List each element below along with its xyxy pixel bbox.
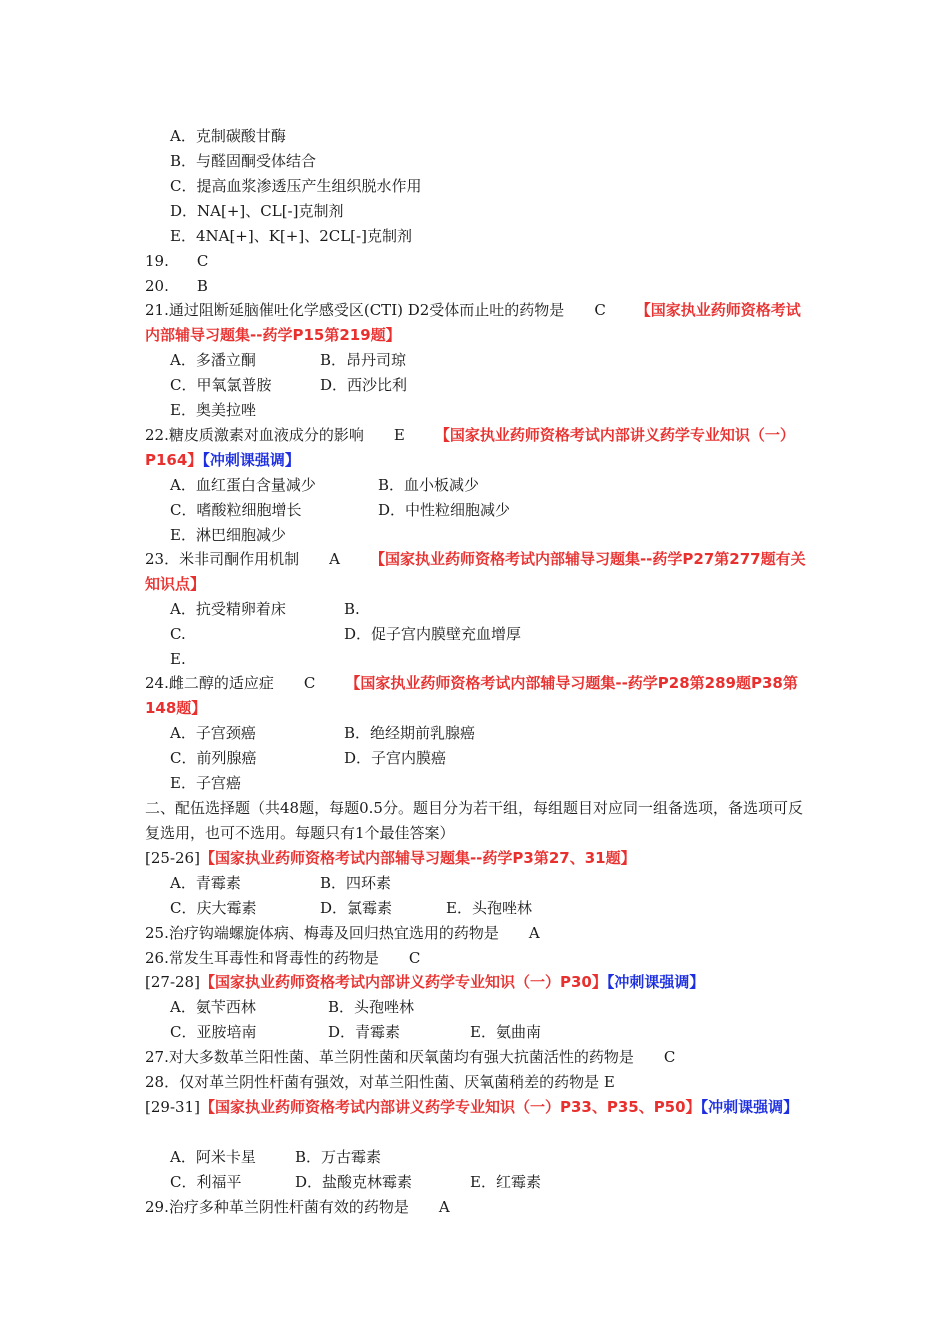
group-29-31-header (145, 1095, 810, 1145)
option-row (170, 896, 532, 921)
option-row (170, 871, 392, 896)
group-label: [27-28] (145, 973, 200, 991)
emphasis-note: 【冲刺课强调】 (202, 451, 300, 469)
option-row (170, 995, 415, 1020)
question-stem: 28．仅对革兰阴性杆菌有强效，对革兰阳性菌、厌氧菌稍差的药物是 (145, 1073, 600, 1091)
option-e: E．子宫癌 (170, 774, 241, 792)
group-label: [25-26] (145, 849, 200, 867)
question-21 (145, 298, 810, 348)
option-c: C．庆大霉素 (170, 899, 257, 917)
answer: A (528, 924, 540, 942)
answer: C (303, 674, 316, 692)
reference-note: 【国家执业药师资格考试内部辅导习题集--药学P28第289题P38第148题】 (145, 674, 798, 717)
question-19: 19. C (145, 252, 209, 270)
option-b: B．头孢唑林 (328, 998, 415, 1016)
question-24 (145, 671, 810, 721)
question-20: 20. B (145, 277, 208, 295)
option-c: C．提高血浆渗透压产生组织脱水作用 (170, 177, 422, 195)
option-a: A．多潘立酮 (170, 351, 256, 369)
option-a: A．氨苄西林 (170, 998, 256, 1016)
reference-note: 【国家执业药师资格考试内部讲义药学专业知识（一）P164】 (145, 426, 795, 469)
answer: C (594, 301, 606, 319)
question-29 (145, 1195, 480, 1220)
question-stem: 24.雌二醇的适应症 (145, 674, 274, 692)
reference-note: 【国家执业药师资格考试内部辅导习题集--药学P27第277题有关知识点】 (145, 550, 806, 593)
question-22 (145, 423, 810, 473)
option-e: E．氨曲南 (470, 1023, 541, 1041)
option-a: A．血红蛋白含量减少 (170, 476, 316, 494)
option-b: B．绝经期前乳腺癌 (344, 724, 476, 742)
answer: A (329, 550, 340, 568)
option-e: E．淋巴细胞减少 (170, 526, 286, 544)
question-25 (145, 921, 570, 946)
option-c: C．嗜酸粒细胞增长 (170, 501, 302, 519)
question-stem: 29.治疗多种革兰阴性杆菌有效的药物是 (145, 1198, 409, 1216)
answer: A (438, 1198, 450, 1216)
option-d: D．NA[+]、CL[-]克制剂 (170, 202, 344, 220)
option-row (170, 622, 522, 647)
option-row (170, 348, 407, 373)
answer: E (393, 426, 405, 444)
question-stem: 26.常发生耳毒性和肾毒性的药物是 (145, 949, 379, 967)
option-c: C．亚胺培南 (170, 1023, 257, 1041)
question-23 (145, 547, 810, 597)
option-e: E．奥美拉唑 (170, 401, 256, 419)
question-26 (145, 946, 450, 971)
option-row (170, 473, 480, 498)
option-e: E．红霉素 (470, 1173, 541, 1191)
question-stem: 25.治疗钩端螺旋体病、梅毒及回归热宜选用的药物是 (145, 924, 499, 942)
option-d: D．促子宫内膜壁充血增厚 (344, 625, 522, 643)
answer: C (663, 1048, 676, 1066)
option-row (170, 1020, 541, 1045)
option-row (170, 373, 408, 398)
answer: C (408, 949, 421, 967)
option-b: B．四环素 (320, 874, 392, 892)
reference-note: 【国家执业药师资格考试内部辅导习题集--药学P15第219题】 (145, 301, 801, 344)
option-a: A．克制碳酸甘酶 (170, 127, 286, 145)
option-c: C. (170, 625, 186, 643)
option-a: A．青霉素 (170, 874, 241, 892)
option-e: E．头孢唑林 (446, 899, 532, 917)
option-e: E．4NA[+]、K[+]、2CL[-]克制剂 (170, 227, 412, 245)
group-25-26-header (145, 846, 636, 871)
option-row (170, 721, 476, 746)
option-row (170, 746, 447, 771)
option-d: D．中性粒细胞减少 (378, 501, 511, 519)
option-c: C．甲氧氯普胺 (170, 376, 272, 394)
section-heading: 二、配伍选择题（共48题，每题0.5分。题目分为若干组，每组题目对应同一组备选项，备选项可反复选用，也可不选用。每题只有1个最佳答案） (145, 799, 803, 842)
option-a: A．阿米卡星 (170, 1148, 256, 1166)
emphasis-note: 【冲刺课强调】 (606, 973, 705, 991)
option-c: C．前列腺癌 (170, 749, 257, 767)
option-a: A．抗受精卵着床 (170, 600, 286, 618)
option-e: E. (170, 650, 186, 668)
answer: B (196, 277, 208, 295)
option-b: B．万古霉素 (295, 1148, 382, 1166)
option-b: B．血小板减少 (378, 476, 480, 494)
option-d: D．青霉素 (328, 1023, 401, 1041)
option-b: B．与醛固酮受体结合 (170, 152, 317, 170)
reference-note: 【国家执业药师资格考试内部辅导习题集--药学P3第27、31题】 (199, 849, 636, 867)
reference-note: 【国家执业药师资格考试内部讲义药学专业知识（一）P33、P35、P50】 (199, 1098, 701, 1116)
option-d: D．西沙比利 (320, 376, 408, 394)
option-row (170, 1170, 541, 1195)
option-row (170, 597, 360, 622)
option-d: D．子宫内膜癌 (344, 749, 447, 767)
option-row (170, 498, 511, 523)
option-c: C．利福平 (170, 1173, 242, 1191)
answer: E (603, 1073, 615, 1091)
reference-note: 【国家执业药师资格考试内部讲义药学专业知识（一）P30】 (199, 973, 607, 991)
question-27 (145, 1045, 705, 1070)
option-d: D．氯霉素 (320, 899, 393, 917)
option-d: D．盐酸克林霉素 (295, 1173, 413, 1191)
question-28 (145, 1070, 615, 1095)
emphasis-note: 【冲刺课强调】 (700, 1098, 799, 1116)
option-a: A．子宫颈癌 (170, 724, 256, 742)
question-stem: 22.糖皮质激素对血液成分的影响 (145, 426, 364, 444)
option-b: B. (344, 600, 360, 618)
question-stem: 27.对大多数革兰阳性菌、革兰阴性菌和厌氧菌均有强大抗菌活性的药物是 (145, 1048, 634, 1066)
group-27-28-header (145, 970, 704, 995)
option-row (170, 1145, 382, 1170)
option-b: B．昂丹司琼 (320, 351, 407, 369)
group-label: [29-31] (145, 1098, 200, 1116)
question-stem: 23．米非司酮作用机制 (145, 550, 300, 568)
question-stem: 21.通过阻断延脑催吐化学感受区(CTI) D2受体而止吐的药物是 (145, 301, 565, 319)
answer: C (196, 252, 209, 270)
